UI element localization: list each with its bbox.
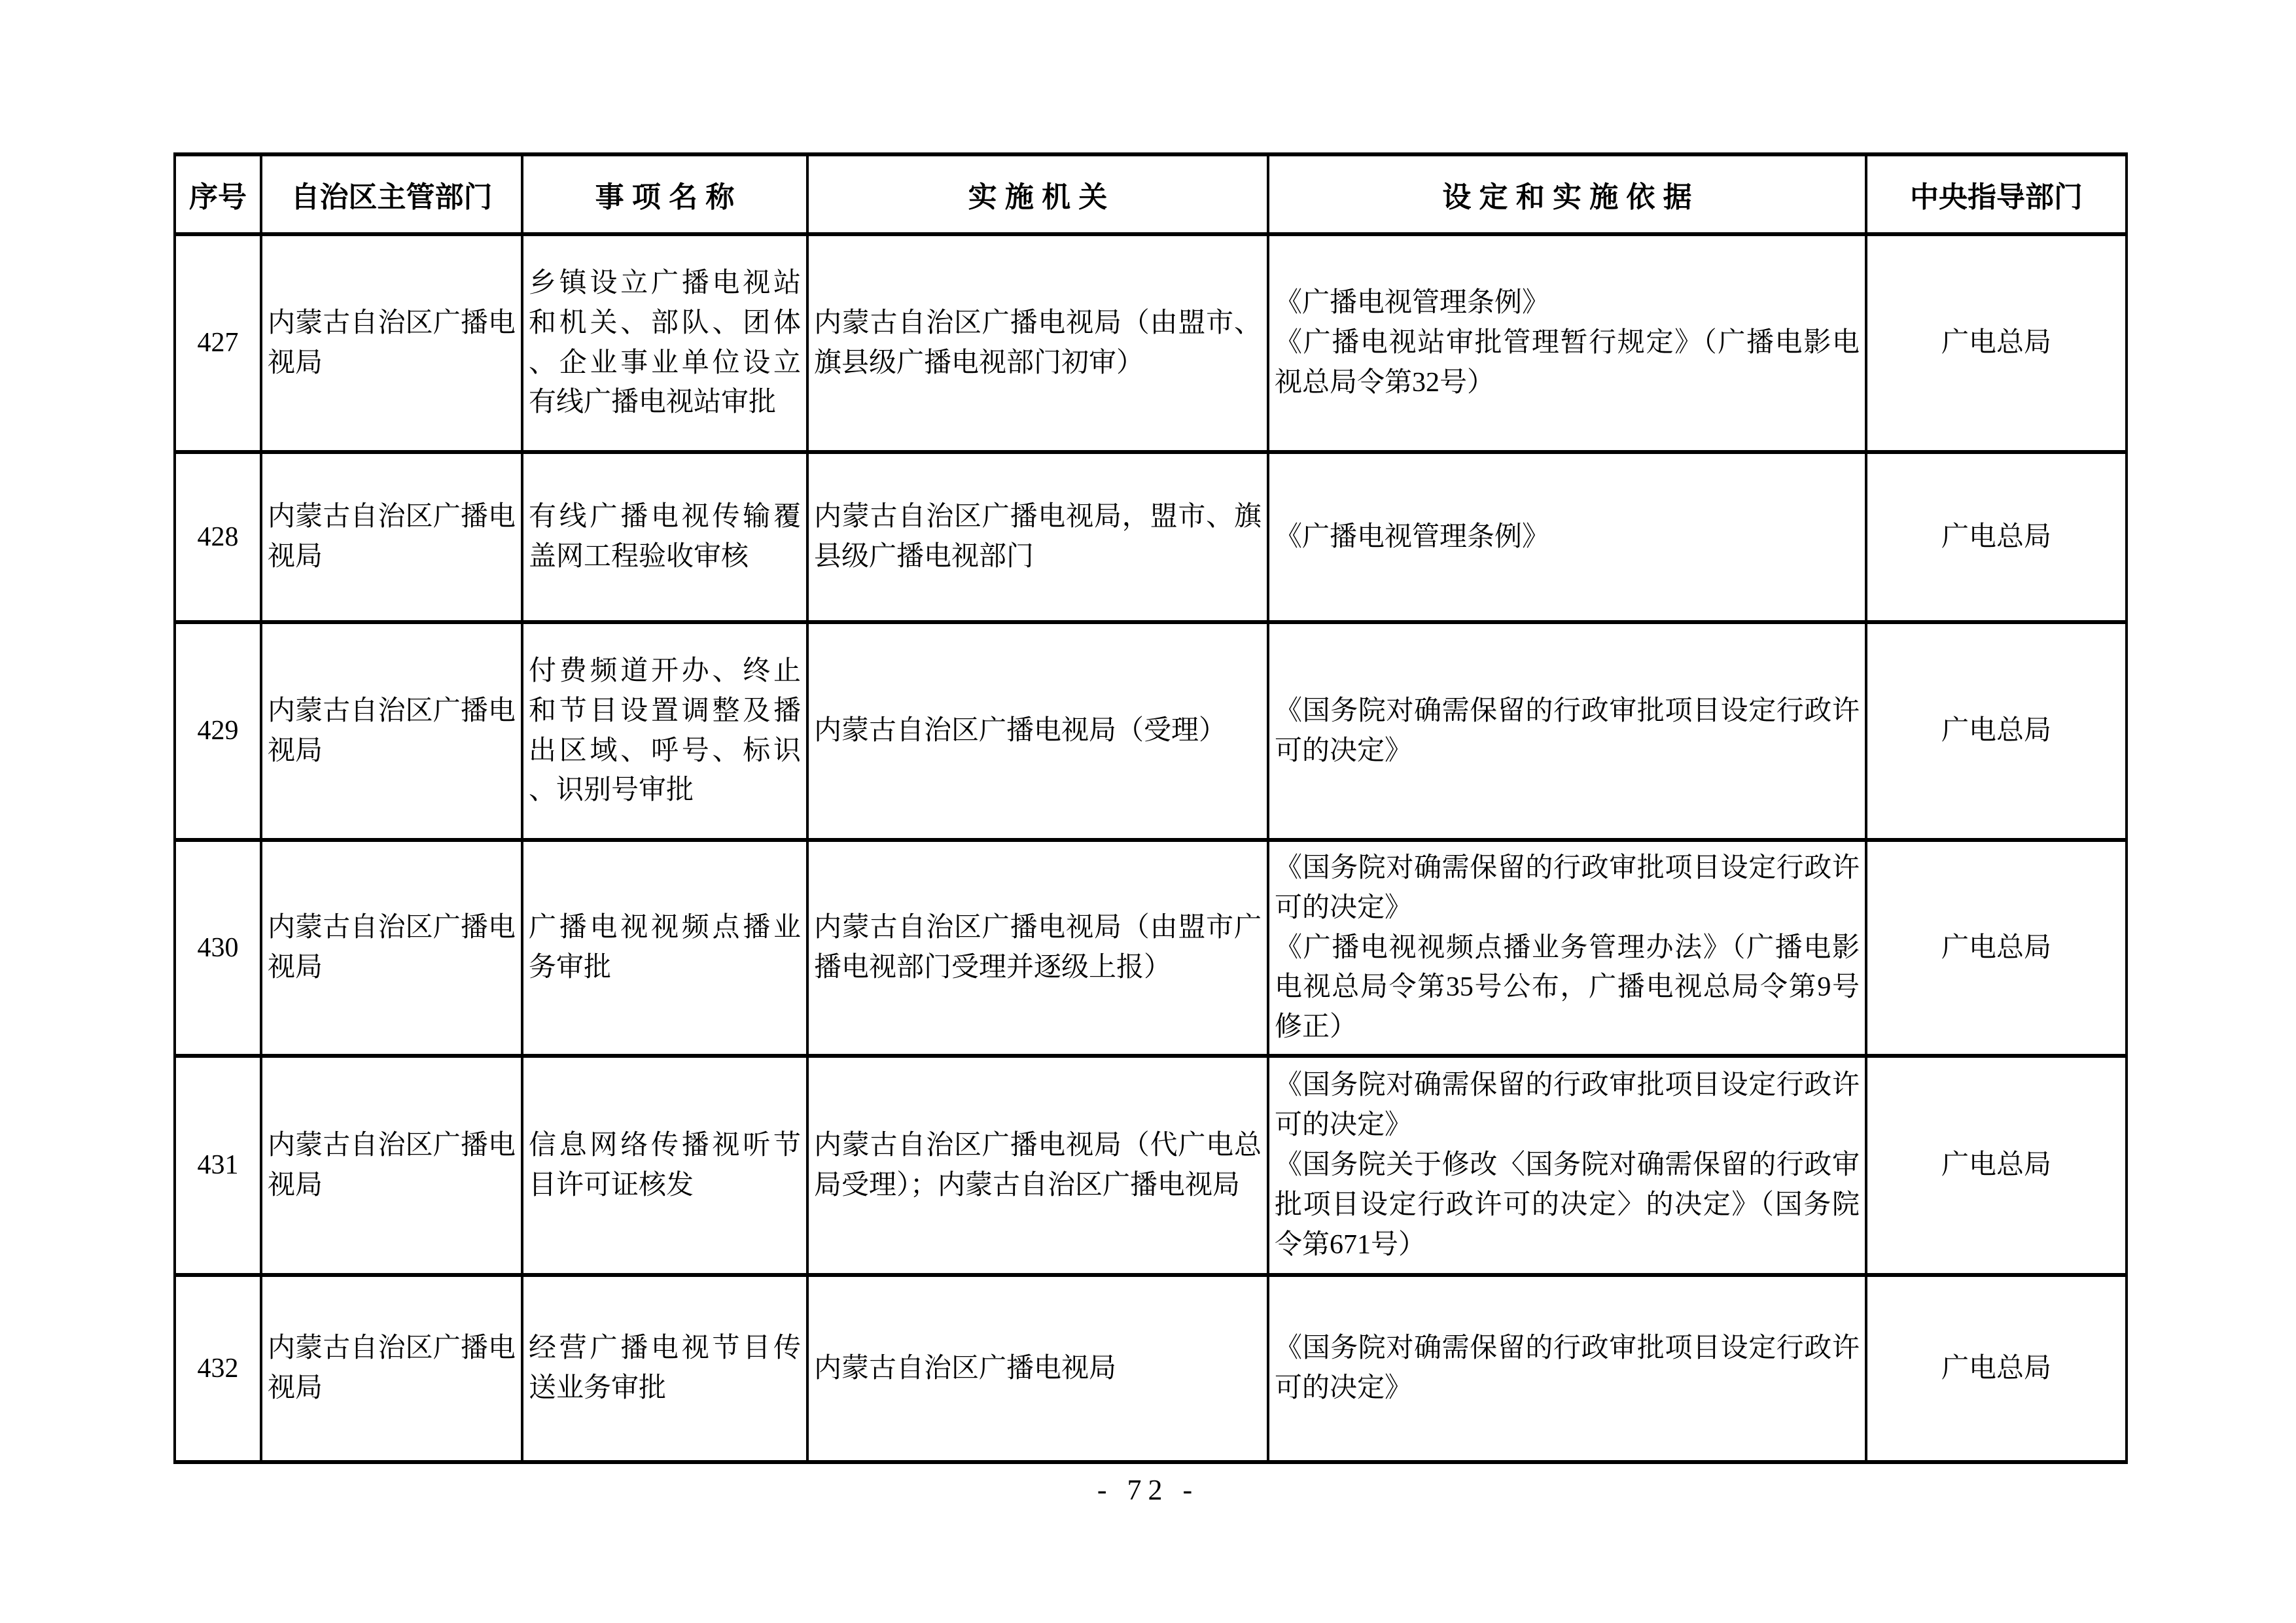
table-row: [175, 452, 2127, 622]
basis-line: 《国务院对确需保留的行政审批项目设定行政许可的决定》: [1275, 695, 1860, 766]
agency-cell: 内蒙古自治区广播电视局（由盟市广播电视部门受理并逐级上报）: [807, 840, 1268, 1056]
header-agency: 实 施 机 关: [807, 154, 1268, 234]
basis-line: 《国务院对确需保留的行政审批项目设定行政许可的决定》: [1275, 1333, 1860, 1403]
basis-cell: [1268, 452, 1866, 622]
header-no: 序号: [175, 154, 261, 234]
basis-cell: [1268, 234, 1866, 452]
approval-items-table: [173, 152, 2128, 1464]
basis-cell: [1268, 1275, 1866, 1462]
header-central: 中央指导部门: [1866, 154, 2127, 234]
agency-cell: 内蒙古自治区广播电视局（由盟市、旗县级广播电视部门初审）: [807, 234, 1268, 452]
basis-line: 《广播电视视频点播业务管理办法》（广播电影电视总局令第35号公布，广播电视总局令第9号修正）: [1275, 932, 1860, 1043]
item-name-cell: 乡镇设立广播电视站和机关、部队、团体、企业事业单位设立有线广播电视站审批: [522, 234, 807, 452]
basis-line: 《国务院关于修改〈国务院对确需保留的行政审批项目设定行政许可的决定〉的决定》（国务院令第671号）: [1275, 1150, 1860, 1260]
row-number: 432: [175, 1275, 261, 1462]
agency-cell: 内蒙古自治区广播电视局，盟市、旗县级广播电视部门: [807, 452, 1268, 622]
basis-line: 《广播电视管理条例》: [1275, 288, 1550, 319]
table-row: [175, 1056, 2127, 1275]
table-row: [175, 234, 2127, 452]
dept-cell: 内蒙古自治区广播电视局: [261, 234, 522, 452]
dept-cell: 内蒙古自治区广播电视局: [261, 840, 522, 1056]
item-name-cell: 广播电视视频点播业务审批: [522, 840, 807, 1056]
row-number: 430: [175, 840, 261, 1056]
central-dept-cell: 广电总局: [1866, 840, 2127, 1056]
basis-line: 《国务院对确需保留的行政审批项目设定行政许可的决定》: [1275, 852, 1860, 923]
table-row: [175, 1275, 2127, 1462]
central-dept-cell: 广电总局: [1866, 622, 2127, 840]
basis-line: 《广播电视站审批管理暂行规定》（广播电影电视总局令第32号）: [1275, 328, 1860, 398]
item-name-cell: 信息网络传播视听节目许可证核发: [522, 1056, 807, 1275]
central-dept-cell: 广电总局: [1866, 1056, 2127, 1275]
basis-cell: [1268, 840, 1866, 1056]
item-name-cell: 付费频道开办、终止和节目设置调整及播出区域、呼号、标识、识别号审批: [522, 622, 807, 840]
row-number: 429: [175, 622, 261, 840]
basis-cell: [1268, 622, 1866, 840]
central-dept-cell: 广电总局: [1866, 1275, 2127, 1462]
dept-cell: 内蒙古自治区广播电视局: [261, 452, 522, 622]
basis-line: 《国务院对确需保留的行政审批项目设定行政许可的决定》: [1275, 1070, 1860, 1141]
table-row: [175, 622, 2127, 840]
agency-cell: 内蒙古自治区广播电视局: [807, 1275, 1268, 1462]
basis-cell: [1268, 1056, 1866, 1275]
item-name-cell: 经营广播电视节目传送业务审批: [522, 1275, 807, 1462]
row-number: 428: [175, 452, 261, 622]
header-dept: 自治区主管部门: [261, 154, 522, 234]
table-row: [175, 840, 2127, 1056]
basis-line: 《广播电视管理条例》: [1275, 521, 1550, 552]
header-basis: 设 定 和 实 施 依 据: [1268, 154, 1866, 234]
dept-cell: 内蒙古自治区广播电视局: [261, 1056, 522, 1275]
row-number: 431: [175, 1056, 261, 1275]
header-item: 事 项 名 称: [522, 154, 807, 234]
table-header-row: [175, 154, 2127, 234]
agency-cell: 内蒙古自治区广播电视局（受理）: [807, 622, 1268, 840]
row-number: 427: [175, 234, 261, 452]
dept-cell: 内蒙古自治区广播电视局: [261, 622, 522, 840]
page-number: - 72 -: [1097, 1474, 1199, 1506]
dept-cell: 内蒙古自治区广播电视局: [261, 1275, 522, 1462]
central-dept-cell: 广电总局: [1866, 234, 2127, 452]
central-dept-cell: 广电总局: [1866, 452, 2127, 622]
agency-cell: 内蒙古自治区广播电视局（代广电总局受理）；内蒙古自治区广播电视局: [807, 1056, 1268, 1275]
item-name-cell: 有线广播电视传输覆盖网工程验收审核: [522, 452, 807, 622]
